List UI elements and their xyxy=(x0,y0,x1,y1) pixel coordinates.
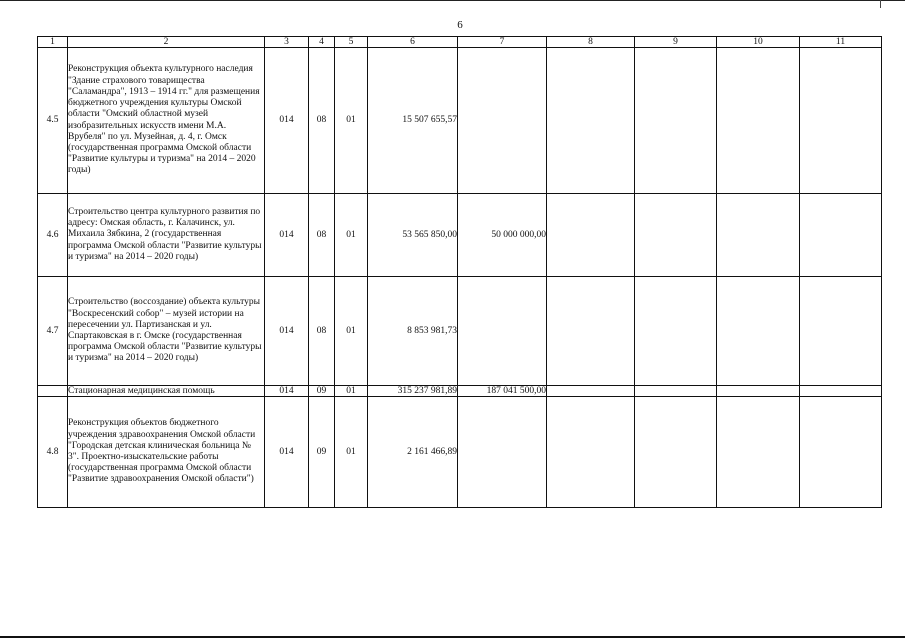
amount-cell xyxy=(547,397,635,508)
amount-cell xyxy=(547,386,635,397)
table-row xyxy=(38,397,882,508)
amount-cell: 53 565 850,00 xyxy=(368,194,458,277)
amount-cell xyxy=(717,397,800,508)
amount-cell xyxy=(635,48,717,194)
amount-cell xyxy=(635,194,717,277)
object-description: Реконструкция объектов бюджетного учреждения здравоохранения Омской области "Городская детская клиническая больница № 3". Проектно-изыскательские работы (государственная программа Омской области "Развитие здравоохранения Омской области") xyxy=(68,397,265,508)
subsection-cell: 01 xyxy=(335,48,368,194)
amount-cell xyxy=(458,48,547,194)
column-header: 8 xyxy=(547,37,635,48)
row-number: 4.8 xyxy=(38,397,68,508)
subsection-cell: 01 xyxy=(335,397,368,508)
column-header: 1 xyxy=(38,37,68,48)
top-edge-tick xyxy=(880,0,881,8)
amount-cell xyxy=(635,386,717,397)
row-number xyxy=(38,386,68,397)
section-cell: 09 xyxy=(309,397,335,508)
section-cell: 08 xyxy=(309,48,335,194)
table-row xyxy=(38,277,882,386)
amount-cell xyxy=(717,277,800,386)
column-header: 7 xyxy=(458,37,547,48)
amount-cell xyxy=(635,397,717,508)
row-number: 4.7 xyxy=(38,277,68,386)
amount-cell xyxy=(800,48,882,194)
amount-cell: 8 853 981,73 xyxy=(368,277,458,386)
amount-cell: 315 237 981,89 xyxy=(368,386,458,397)
top-edge-line xyxy=(0,0,905,1)
column-header: 5 xyxy=(335,37,368,48)
column-number-row xyxy=(38,37,882,48)
page-number: 6 xyxy=(457,19,463,31)
amount-cell xyxy=(635,277,717,386)
code-cell: 014 xyxy=(265,194,309,277)
amount-cell xyxy=(547,277,635,386)
object-description: Реконструкция объекта культурного наследия "Здание страхового товарищества "Саламандра", 1913 – 1914 гг." для размещения бюджетного учреждения культуры Омской области "Омский областной музей изобразительных искусств имени М.А. Врубеля" по ул. Музейная, д. 4, г. Омск (государственная программа Омской области "Развитие культуры и туризма" на 2014 – 2020 годы) xyxy=(68,48,265,194)
budget-table xyxy=(37,36,882,508)
amount-cell xyxy=(547,48,635,194)
section-cell: 09 xyxy=(309,386,335,397)
object-description: Стационарная медицинская помощь xyxy=(68,386,265,397)
subsection-cell: 01 xyxy=(335,277,368,386)
object-description: Строительство (воссоздание) объекта культуры "Воскресенский собор" – музей истории на пересечении ул. Партизанская и ул. Спартаковская в г. Омске (государственная программа Омской области "Развитие культуры и туризма" на 2014 – 2020 годы) xyxy=(68,277,265,386)
section-cell: 08 xyxy=(309,194,335,277)
row-number: 4.5 xyxy=(38,48,68,194)
row-number: 4.6 xyxy=(38,194,68,277)
subsection-cell: 01 xyxy=(335,194,368,277)
section-cell: 08 xyxy=(309,277,335,386)
amount-cell xyxy=(800,397,882,508)
amount-cell: 50 000 000,00 xyxy=(458,194,547,277)
amount-cell xyxy=(800,386,882,397)
amount-cell xyxy=(800,194,882,277)
amount-cell xyxy=(458,277,547,386)
subsection-cell: 01 xyxy=(335,386,368,397)
code-cell: 014 xyxy=(265,277,309,386)
object-description: Строительство центра культурного развития по адресу: Омская область, г. Калачинск, ул. Михаила Зябкина, 2 (государственная программа Омской области "Развитие культуры и туризма" на 2014 – 2020 годы) xyxy=(68,194,265,277)
amount-cell xyxy=(717,386,800,397)
amount-cell xyxy=(717,48,800,194)
amount-cell: 187 041 500,00 xyxy=(458,386,547,397)
amount-cell xyxy=(547,194,635,277)
bottom-edge-line xyxy=(0,636,905,638)
column-header: 3 xyxy=(265,37,309,48)
amount-cell: 15 507 655,57 xyxy=(368,48,458,194)
amount-cell xyxy=(800,277,882,386)
table-row xyxy=(38,194,882,277)
column-header: 9 xyxy=(635,37,717,48)
amount-cell: 2 161 466,89 xyxy=(368,397,458,508)
table-row xyxy=(38,48,882,194)
column-header: 11 xyxy=(800,37,882,48)
code-cell: 014 xyxy=(265,48,309,194)
code-cell: 014 xyxy=(265,386,309,397)
column-header: 4 xyxy=(309,37,335,48)
amount-cell xyxy=(717,194,800,277)
column-header: 10 xyxy=(717,37,800,48)
column-header: 6 xyxy=(368,37,458,48)
column-header: 2 xyxy=(68,37,265,48)
amount-cell xyxy=(458,397,547,508)
table-row xyxy=(38,386,882,397)
code-cell: 014 xyxy=(265,397,309,508)
